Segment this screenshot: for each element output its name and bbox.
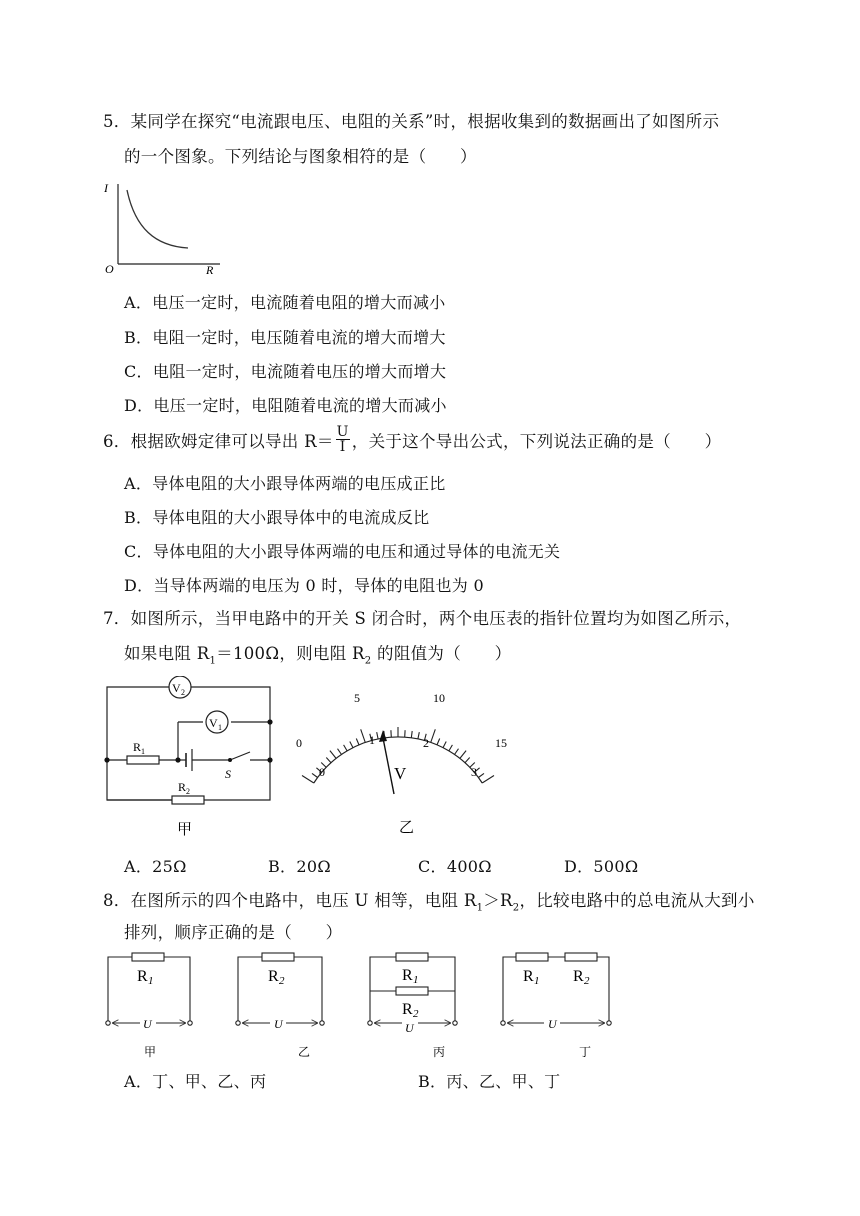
outer-tick-5: 5 xyxy=(354,691,360,705)
meter-tick xyxy=(302,776,314,784)
meter-tick xyxy=(338,749,342,755)
voltmeter-v1 xyxy=(206,711,228,733)
q7-text-a: 如果电阻 R xyxy=(124,644,210,663)
ding-r2-label: R xyxy=(573,968,584,985)
bing-u-label: U xyxy=(405,1021,414,1035)
meter-tick xyxy=(350,742,353,748)
meter-tick xyxy=(356,739,359,745)
q7-text-e: 的阻值为（ ） xyxy=(371,644,512,663)
q7-option-c[interactable]: C．400Ω xyxy=(418,857,492,876)
caption-jia-8: 甲 xyxy=(144,1045,157,1059)
meter-tick xyxy=(411,731,412,738)
q6-option-c[interactable]: C．导体电阻的大小跟导体两端的电压和通过导体的电流无关 xyxy=(124,542,561,561)
svg-text:1: 1 xyxy=(534,975,540,987)
meter-unit: V xyxy=(394,764,407,783)
yi-r-label: R xyxy=(268,968,279,985)
circuit-jia xyxy=(106,953,192,1025)
q7-text-c: ＝100Ω，则电阻 R xyxy=(216,644,365,663)
graph-xlabel: R xyxy=(206,263,214,276)
meter-tick xyxy=(377,732,378,739)
yi-u-label: U xyxy=(274,1017,283,1031)
q7-stem-line1: 7．如图所示，当甲电路中的开关 S 闭合时，两个电压表的指针位置均为如图乙所示， xyxy=(103,609,742,628)
q8-sub-1: 1 xyxy=(476,902,484,914)
ding-u-label: U xyxy=(548,1017,557,1031)
q6-option-b[interactable]: B．导体电阻的大小跟导体中的电流成反比 xyxy=(124,508,430,527)
caption-yi: 乙 xyxy=(399,820,415,836)
q8-stem-line2: 排列，顺序正确的是（ ） xyxy=(124,923,343,942)
q6-option-a[interactable]: A．导体电阻的大小跟导体两端的电压成正比 xyxy=(124,474,446,493)
svg-text:2: 2 xyxy=(181,688,185,697)
inner-tick-0: 0 xyxy=(319,765,325,779)
q8-option-b[interactable]: B．丙、乙、甲、丁 xyxy=(418,1072,561,1091)
q7-stem-line2 xyxy=(124,640,511,666)
label-switch-s: S xyxy=(225,767,231,781)
q6-stem-prefix: 6．根据欧姆定律可以导出 R＝ xyxy=(103,432,334,451)
svg-text:1: 1 xyxy=(148,975,154,987)
voltmeter-v2 xyxy=(169,676,191,698)
q5-option-c[interactable]: C．电阻一定时，电流随着电压的增大而增大 xyxy=(124,362,447,381)
meter-tick xyxy=(482,776,494,784)
jia-r-label: R xyxy=(137,968,148,985)
q6-option-d[interactable]: D．当导体两端的电压为 0 时，导体的电阻也为 0 xyxy=(124,576,484,595)
svg-text:V: V xyxy=(172,681,181,695)
meter-tick xyxy=(478,773,484,777)
q6-frac-den: I xyxy=(339,439,346,455)
meter-pointer xyxy=(379,730,394,794)
meter-tick xyxy=(449,745,453,751)
q8-text-e: ，比较电路中的总电流从大到小 xyxy=(519,891,755,910)
meter-tick xyxy=(460,751,466,759)
circuit-ding xyxy=(501,953,611,1025)
q5-stem-line1: 5．某同学在探究“电流跟电压、电阻的关系”时，根据收集到的数据画出了如图所示 xyxy=(103,112,720,131)
q7-option-a[interactable]: A．25Ω xyxy=(124,857,187,876)
inner-tick-2: 2 xyxy=(423,736,429,750)
inner-tick-3: 3 xyxy=(471,765,477,779)
svg-text:2: 2 xyxy=(279,975,285,987)
q5-stem-line2: 的一个图象。下列结论与图象相符的是（ ） xyxy=(124,147,477,166)
q5-option-d[interactable]: D．电压一定时，电阻随着电流的增大而减小 xyxy=(124,396,447,415)
bing-r1-label: R xyxy=(402,967,413,984)
label-r1: R xyxy=(133,740,142,754)
meter-tick xyxy=(312,773,318,777)
q6-stem xyxy=(103,424,722,457)
caption-bing-8: 丙 xyxy=(433,1045,446,1059)
meter-tick xyxy=(465,758,470,763)
meter-tick xyxy=(418,732,419,739)
svg-text:1: 1 xyxy=(413,974,419,986)
q6-stem-suffix: ，关于这个导出公式，下列说法正确的是（ ） xyxy=(351,432,722,451)
outer-tick-10: 10 xyxy=(433,691,445,705)
circuit-yi xyxy=(236,953,324,1025)
outer-tick-15: 15 xyxy=(495,736,507,750)
q8-text-a: 8．在图所示的四个电路中，电压 U 相等，电阻 R xyxy=(103,891,477,910)
label-r2: R xyxy=(178,780,187,794)
svg-text:2: 2 xyxy=(186,787,190,796)
svg-text:1: 1 xyxy=(141,747,145,756)
svg-text:2: 2 xyxy=(584,975,590,987)
q8-four-circuits xyxy=(100,948,625,1063)
meter-tick xyxy=(344,745,348,751)
meter-tick xyxy=(431,729,436,742)
q8-option-a[interactable]: A．丁、甲、乙、丙 xyxy=(124,1072,267,1091)
graph-origin: O xyxy=(105,262,114,276)
q7-option-d[interactable]: D．500Ω xyxy=(564,857,639,876)
outer-tick-0: 0 xyxy=(296,736,302,750)
meter-tick xyxy=(326,758,331,763)
caption-jia: 甲 xyxy=(177,822,193,838)
bing-r2-label: R xyxy=(402,1001,413,1018)
caption-yi-8: 乙 xyxy=(298,1045,311,1059)
q8-sub-2: 2 xyxy=(512,902,520,914)
meter-tick xyxy=(443,742,446,748)
svg-text:V: V xyxy=(209,716,218,730)
meter-tick xyxy=(455,749,459,755)
q7-sub-r1: 1 xyxy=(209,655,217,667)
q7-voltmeter-dial xyxy=(288,686,528,844)
caption-ding-8: 丁 xyxy=(579,1045,592,1059)
q7-circuit-jia xyxy=(100,676,280,841)
q6-formula-fraction xyxy=(336,425,350,454)
q8-text-c: ＞R xyxy=(483,891,513,910)
graph-curve xyxy=(127,190,188,248)
q5-option-a[interactable]: A．电压一定时，电流随着电阻的增大而减小 xyxy=(124,293,446,312)
q8-stem-line1 xyxy=(103,887,755,913)
q5-option-b[interactable]: B．电阻一定时，电压随着电流的增大而增大 xyxy=(124,328,446,347)
svg-text:2: 2 xyxy=(413,1008,419,1020)
inner-tick-1: 1 xyxy=(369,733,375,747)
meter-tick xyxy=(330,751,336,759)
svg-text:1: 1 xyxy=(218,723,222,732)
q7-sub-r2: 2 xyxy=(364,655,372,667)
meter-tick xyxy=(437,739,440,745)
q6-frac-num: U xyxy=(336,424,349,440)
jia-u-label: U xyxy=(143,1017,152,1031)
q5-current-resistance-graph xyxy=(100,176,225,276)
graph-ylabel: I xyxy=(104,181,108,195)
q7-option-b[interactable]: B．20Ω xyxy=(268,857,331,876)
ding-r1-label: R xyxy=(523,968,534,985)
meter-tick xyxy=(361,729,366,742)
